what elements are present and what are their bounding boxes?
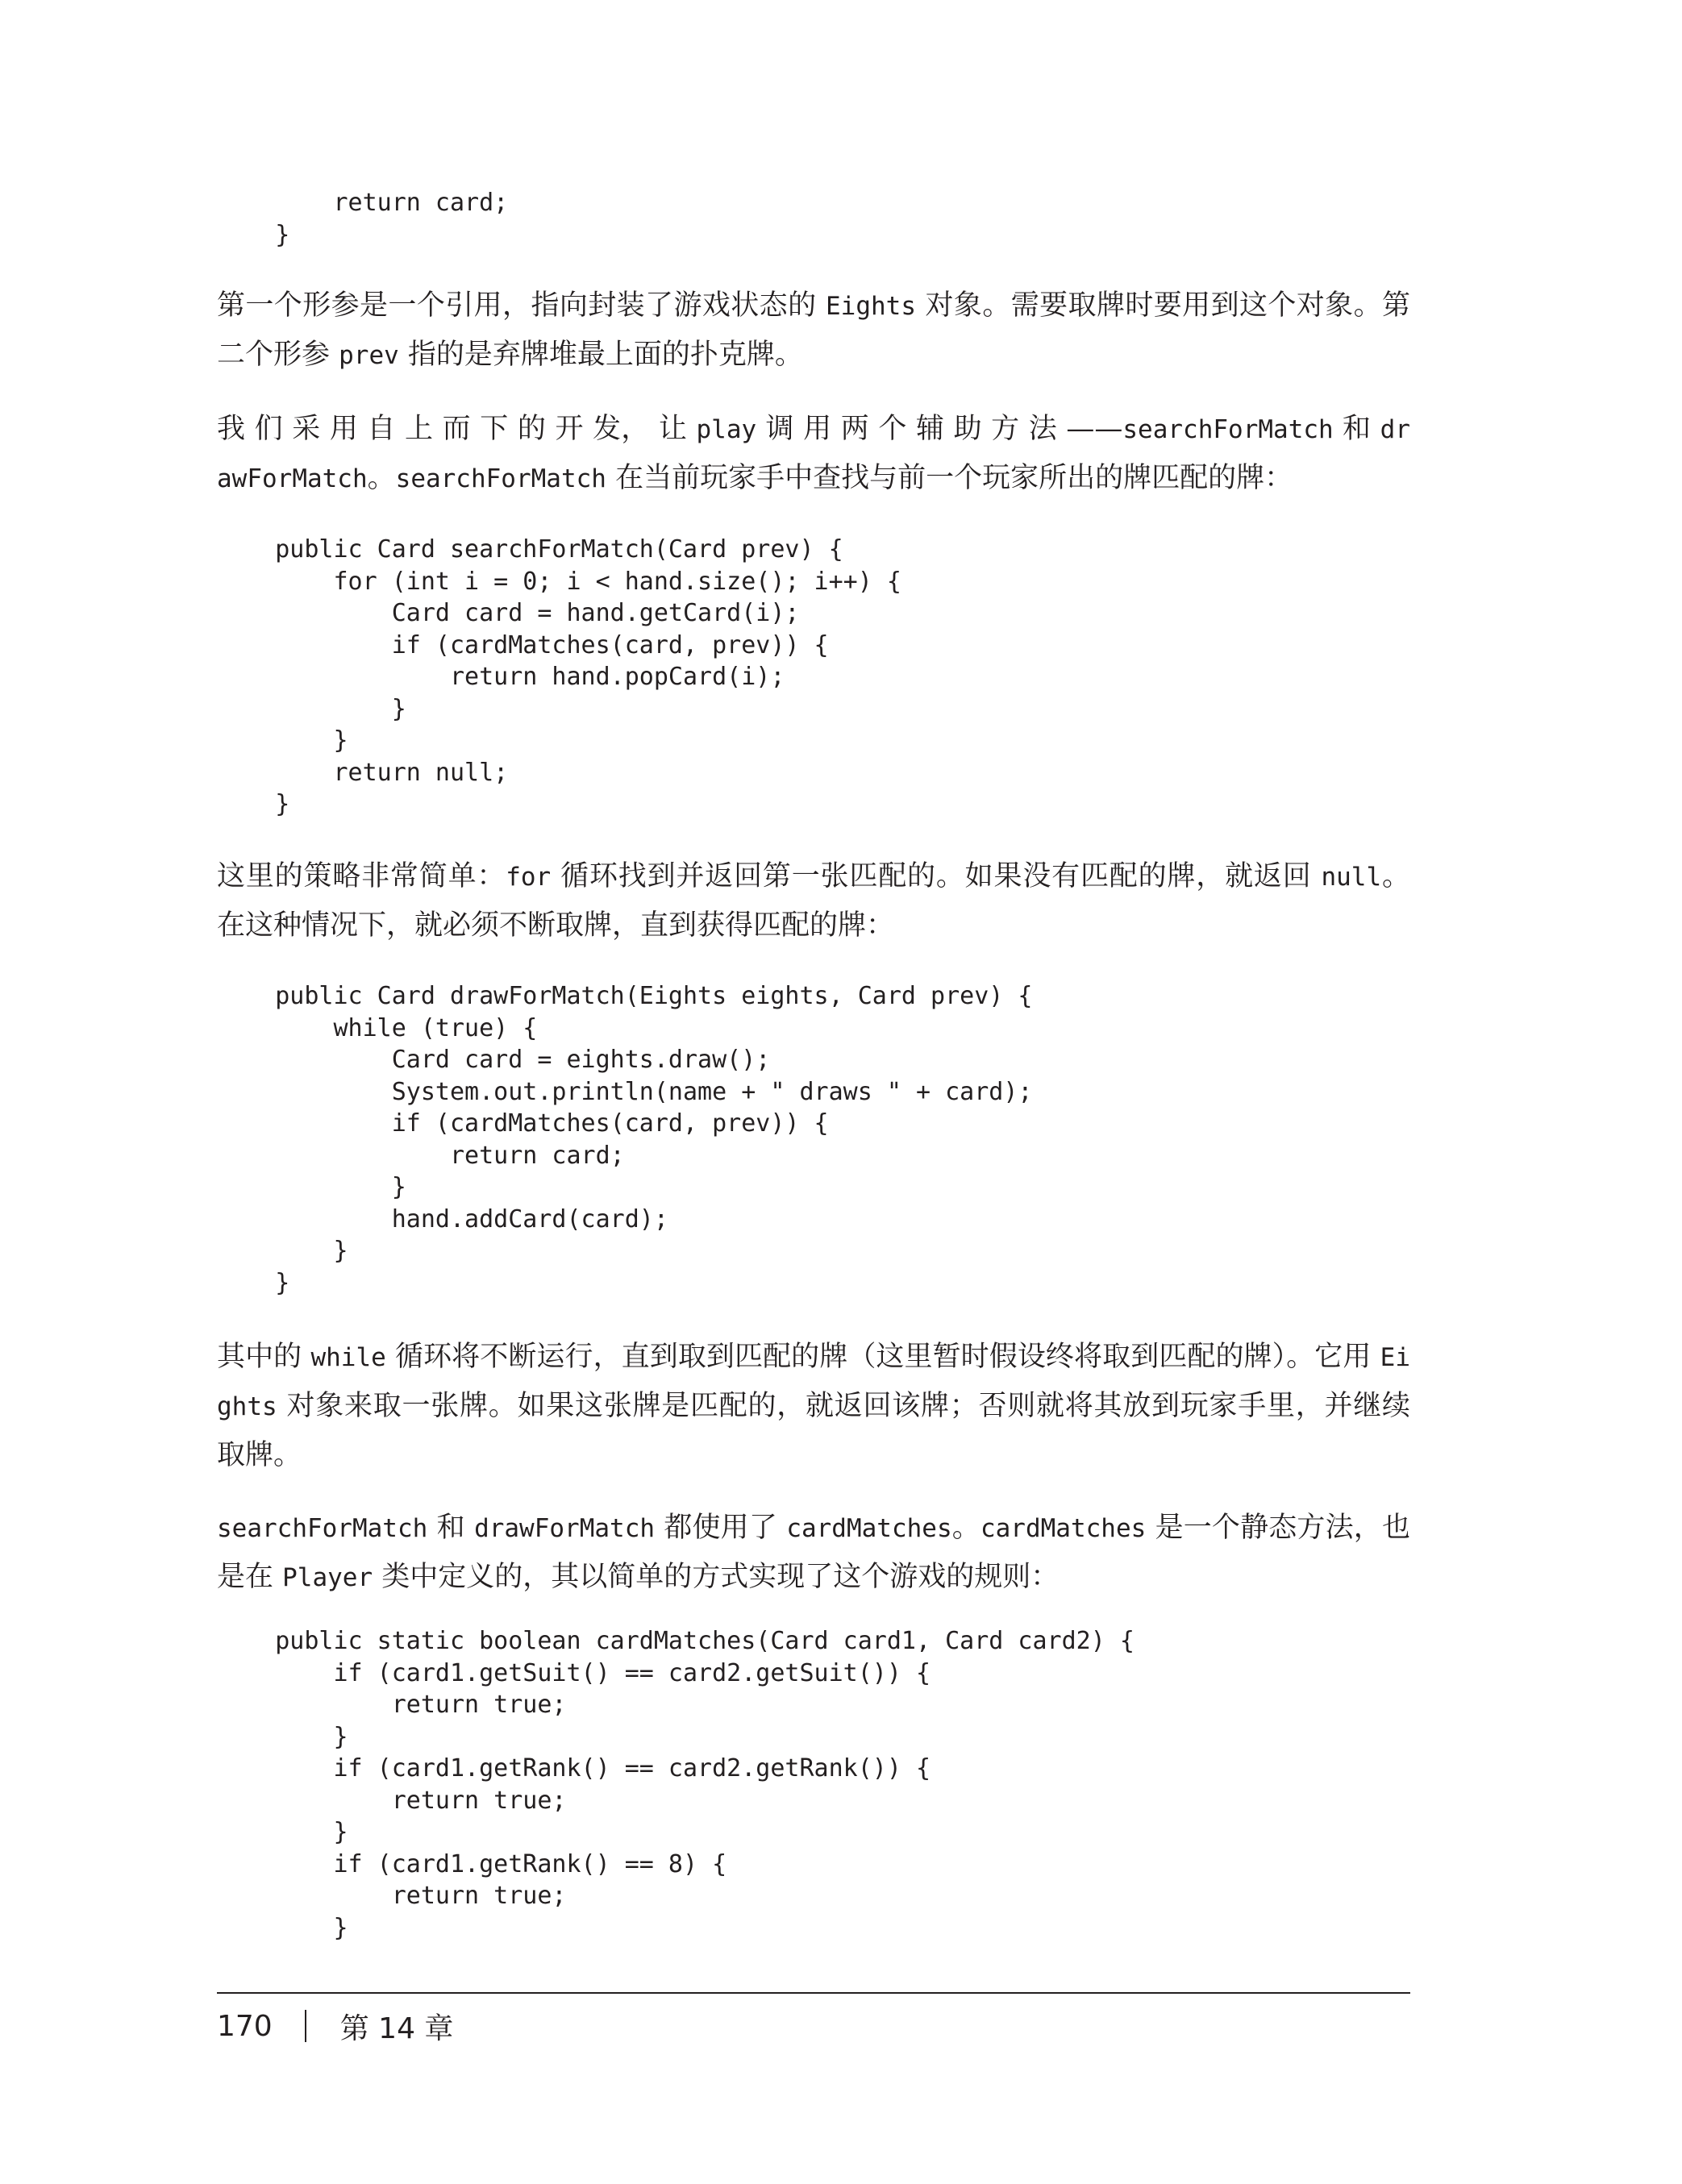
footer-separator: [305, 2010, 306, 2042]
paragraph-2: 我 们 采 用 自 上 而 下 的 开 发， 让 play 调 用 两 个 辅 助 方 法 ——searchForMatch 和 drawForMatch。searchForMatch 在当前玩家手中查找与前一个玩家所出的牌匹配的牌：: [217, 413, 1410, 494]
code-block-card-matches: public static boolean cardMatches(Card card1, Card card2) { if (card1.getSuit() == card2.getSuit()) { return true; } if (card1.getRank() == card2.getRank()) { return true; } if (card1.getRank() == 8) { return true; }: [275, 1627, 1135, 1942]
paragraph-1: 第一个形参是一个引用，指向封装了游戏状态的 Eights 对象。需要取牌时要用到这个对象。第二个形参 prev 指的是弃牌堆最上面的扑克牌。: [217, 289, 1410, 371]
page-footer: [217, 2006, 453, 2046]
paragraph-5: searchForMatch 和 drawForMatch 都使用了 cardMatches。cardMatches 是一个静态方法，也是在 Player 类中定义的，其以简单的方式实现了这个游戏的规则：: [217, 1512, 1410, 1593]
page-number: 170: [217, 2009, 273, 2043]
chapter-label: 第 14 章: [339, 2011, 454, 2045]
code-block-top-end: return card; }: [275, 189, 509, 249]
paragraph-3: 这里的策略非常简单：for 循环找到并返回第一张匹配的。如果没有匹配的牌，就返回 null。在这种情况下，就必须不断取牌，直到获得匹配的牌：: [217, 860, 1410, 942]
footer-rule: [217, 1992, 1410, 1994]
code-block-draw-for-match: public Card drawForMatch(Eights eights, Card prev) { while (true) { Card card = eights.draw(); System.out.println(name + " draws " + card); if (cardMatches(card, prev)) { return card; } hand.addCard(card); } }: [275, 982, 1033, 1297]
paragraph-4: 其中的 while 循环将不断运行，直到取到匹配的牌（这里暂时假设终将取到匹配的牌）。它用 Eights 对象来取一张牌。如果这张牌是匹配的，就返回该牌；否则就将其放到玩家手里，并继续取牌。: [217, 1341, 1410, 1471]
code-block-search-for-match: public Card searchForMatch(Card prev) { for (int i = 0; i < hand.size(); i++) { Card card = hand.getCard(i); if (cardMatches(card, prev)) { return hand.popCard(i); } } return null; }: [275, 535, 901, 818]
